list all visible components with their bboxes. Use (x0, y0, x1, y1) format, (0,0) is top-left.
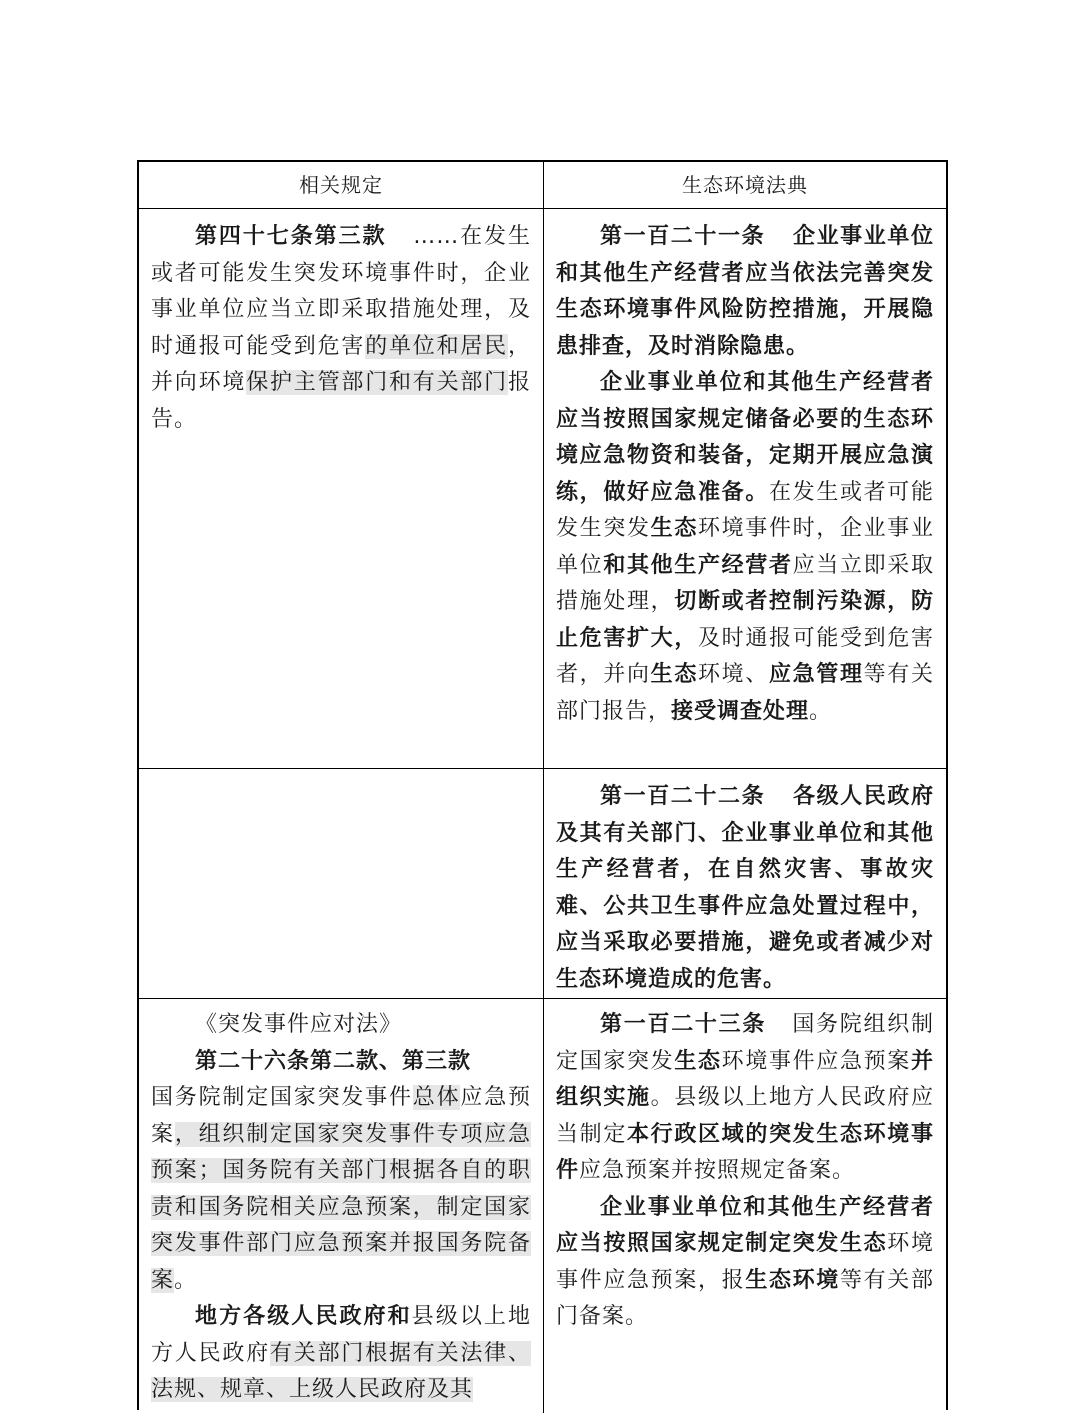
row1-right-paragraph-2 (556, 365, 934, 730)
bold-text: 应急管理 (768, 662, 864, 687)
text-span: 环境事件应急预案，报 (556, 1231, 934, 1293)
text-span: 环境、 (697, 662, 769, 687)
text-span: 等有关部门报告， (556, 662, 934, 724)
article-number: 第一百二十二条 (600, 784, 766, 809)
table-row (139, 999, 946, 1413)
row3-left-cell (139, 999, 544, 1413)
row1-left-paragraph (151, 219, 531, 438)
article-number: 第一百二十一条 (600, 224, 766, 249)
text-span: 应急预案 (151, 1085, 531, 1147)
header-related-provisions: 相关规定 (139, 162, 544, 208)
table-header-row (139, 162, 946, 209)
bold-text: 和其他生产经营者 (603, 552, 793, 578)
text-span: 等有关部门备案。 (556, 1267, 934, 1329)
text-span: 环境事件时，企业事业单位 (556, 516, 934, 578)
text-span: 企业事业单位和其他生产经营者应当依法完善突发生态环境事件风险防控措施，开展隐患排查，及时消除隐患。 (556, 224, 934, 359)
bold-text: 生态 (650, 516, 698, 541)
row1-right-paragraph-1 (556, 219, 934, 365)
bold-text: 切断或者控制污染源，防止危害扩大， (556, 589, 934, 651)
article-number: 第一百二十三条 (600, 1012, 767, 1037)
bold-text: 接受调查处理 (671, 698, 810, 724)
row1-left-cell (139, 209, 544, 768)
row3-right-paragraph-2 (556, 1190, 934, 1336)
article-number: 第四十七条第三款 (195, 224, 387, 249)
text-span: 应急预案并按照规定备案。 (579, 1158, 856, 1183)
comparison-table (137, 160, 948, 1410)
bold-text: 并组织实施 (556, 1048, 934, 1110)
row3-right-cell (544, 999, 946, 1413)
row3-right-paragraph-1 (556, 1007, 934, 1190)
bold-text: 本行政区域的突发生态环境事件 (556, 1121, 934, 1183)
row3-left-paragraph-1 (151, 1080, 531, 1299)
text-span: ……在发生或者可能发生突发环境事件时，企业事业单位应当立即采取措施处理，及时通报可能受到危害 (151, 224, 531, 359)
text-span: 国务院组织制定国家突发 (556, 1012, 934, 1074)
highlighted-text: 有关部门根据有关法律、法规、规章、上级人民政府及其 (151, 1340, 531, 1402)
bold-text: 企业事业单位和其他生产经营者应当按照国家规定储备必要的生态环境应急物资和装备，定期开展应急演练，做好应急准备。 (556, 370, 934, 505)
bold-text: 生态环境 (745, 1267, 840, 1293)
bold-text: 企业事业单位和其他生产经营者应当按照国家规定制定突发 (556, 1194, 934, 1256)
text-span: 应当立即采取措施处理， (556, 552, 934, 614)
table-row (139, 769, 946, 999)
bold-text: 生态 (650, 662, 698, 687)
article-number: 第二十六条第二款、第三款 (195, 1048, 472, 1074)
text-span: ，并向环境 (151, 333, 531, 395)
law-title: 《突发事件应对法》 (195, 1012, 403, 1037)
highlighted-text: 保护主管部门和有关部门 (246, 370, 508, 395)
row3-left-paragraph-2 (151, 1299, 531, 1409)
text-span: 。 (174, 1267, 198, 1293)
row2-right-paragraph (556, 779, 934, 998)
highlighted-text: ，组织制定国家突发事件专项应急预案；国务院有关部门根据各自的职责和国务院相关应急预案，制定国家突发事件部门应急预案并报国务院备案 (151, 1121, 531, 1293)
text-span: 。县级以上地方人民政府应当制定 (556, 1085, 934, 1147)
text-span: 在发生或者可能发生突发 (556, 479, 934, 541)
text-span: 环境事件应急预案 (721, 1048, 911, 1074)
text-span: 县级以上地方人民政府 (151, 1304, 531, 1366)
bold-text: 生态 (674, 1048, 722, 1074)
text-span: 及时通报可能受到危害者，并向 (556, 625, 934, 687)
text-span: 国务院制定国家突发事件 (151, 1085, 413, 1110)
header-eco-code: 生态环境法典 (682, 173, 808, 197)
table-row (139, 209, 946, 769)
highlighted-text: 总体 (412, 1085, 461, 1110)
highlighted-text: 的单位和居民 (365, 333, 508, 359)
row2-left-cell-empty (139, 769, 544, 998)
text-span: 。 (809, 698, 833, 724)
row1-right-cell (544, 209, 946, 768)
bold-text: 生态 (839, 1231, 888, 1256)
row2-right-cell (544, 769, 946, 998)
text-span: 报告。 (151, 370, 531, 432)
bold-text: 地方各级人民政府和 (195, 1304, 412, 1329)
text-span: 各级人民政府及其有关部门、企业事业单位和其他生产经营者，在自然灾害、事故灾难、公共卫生事件应急处置过程中，应当采取必要措施，避免或者减少对生态环境造成的危害。 (556, 784, 934, 992)
